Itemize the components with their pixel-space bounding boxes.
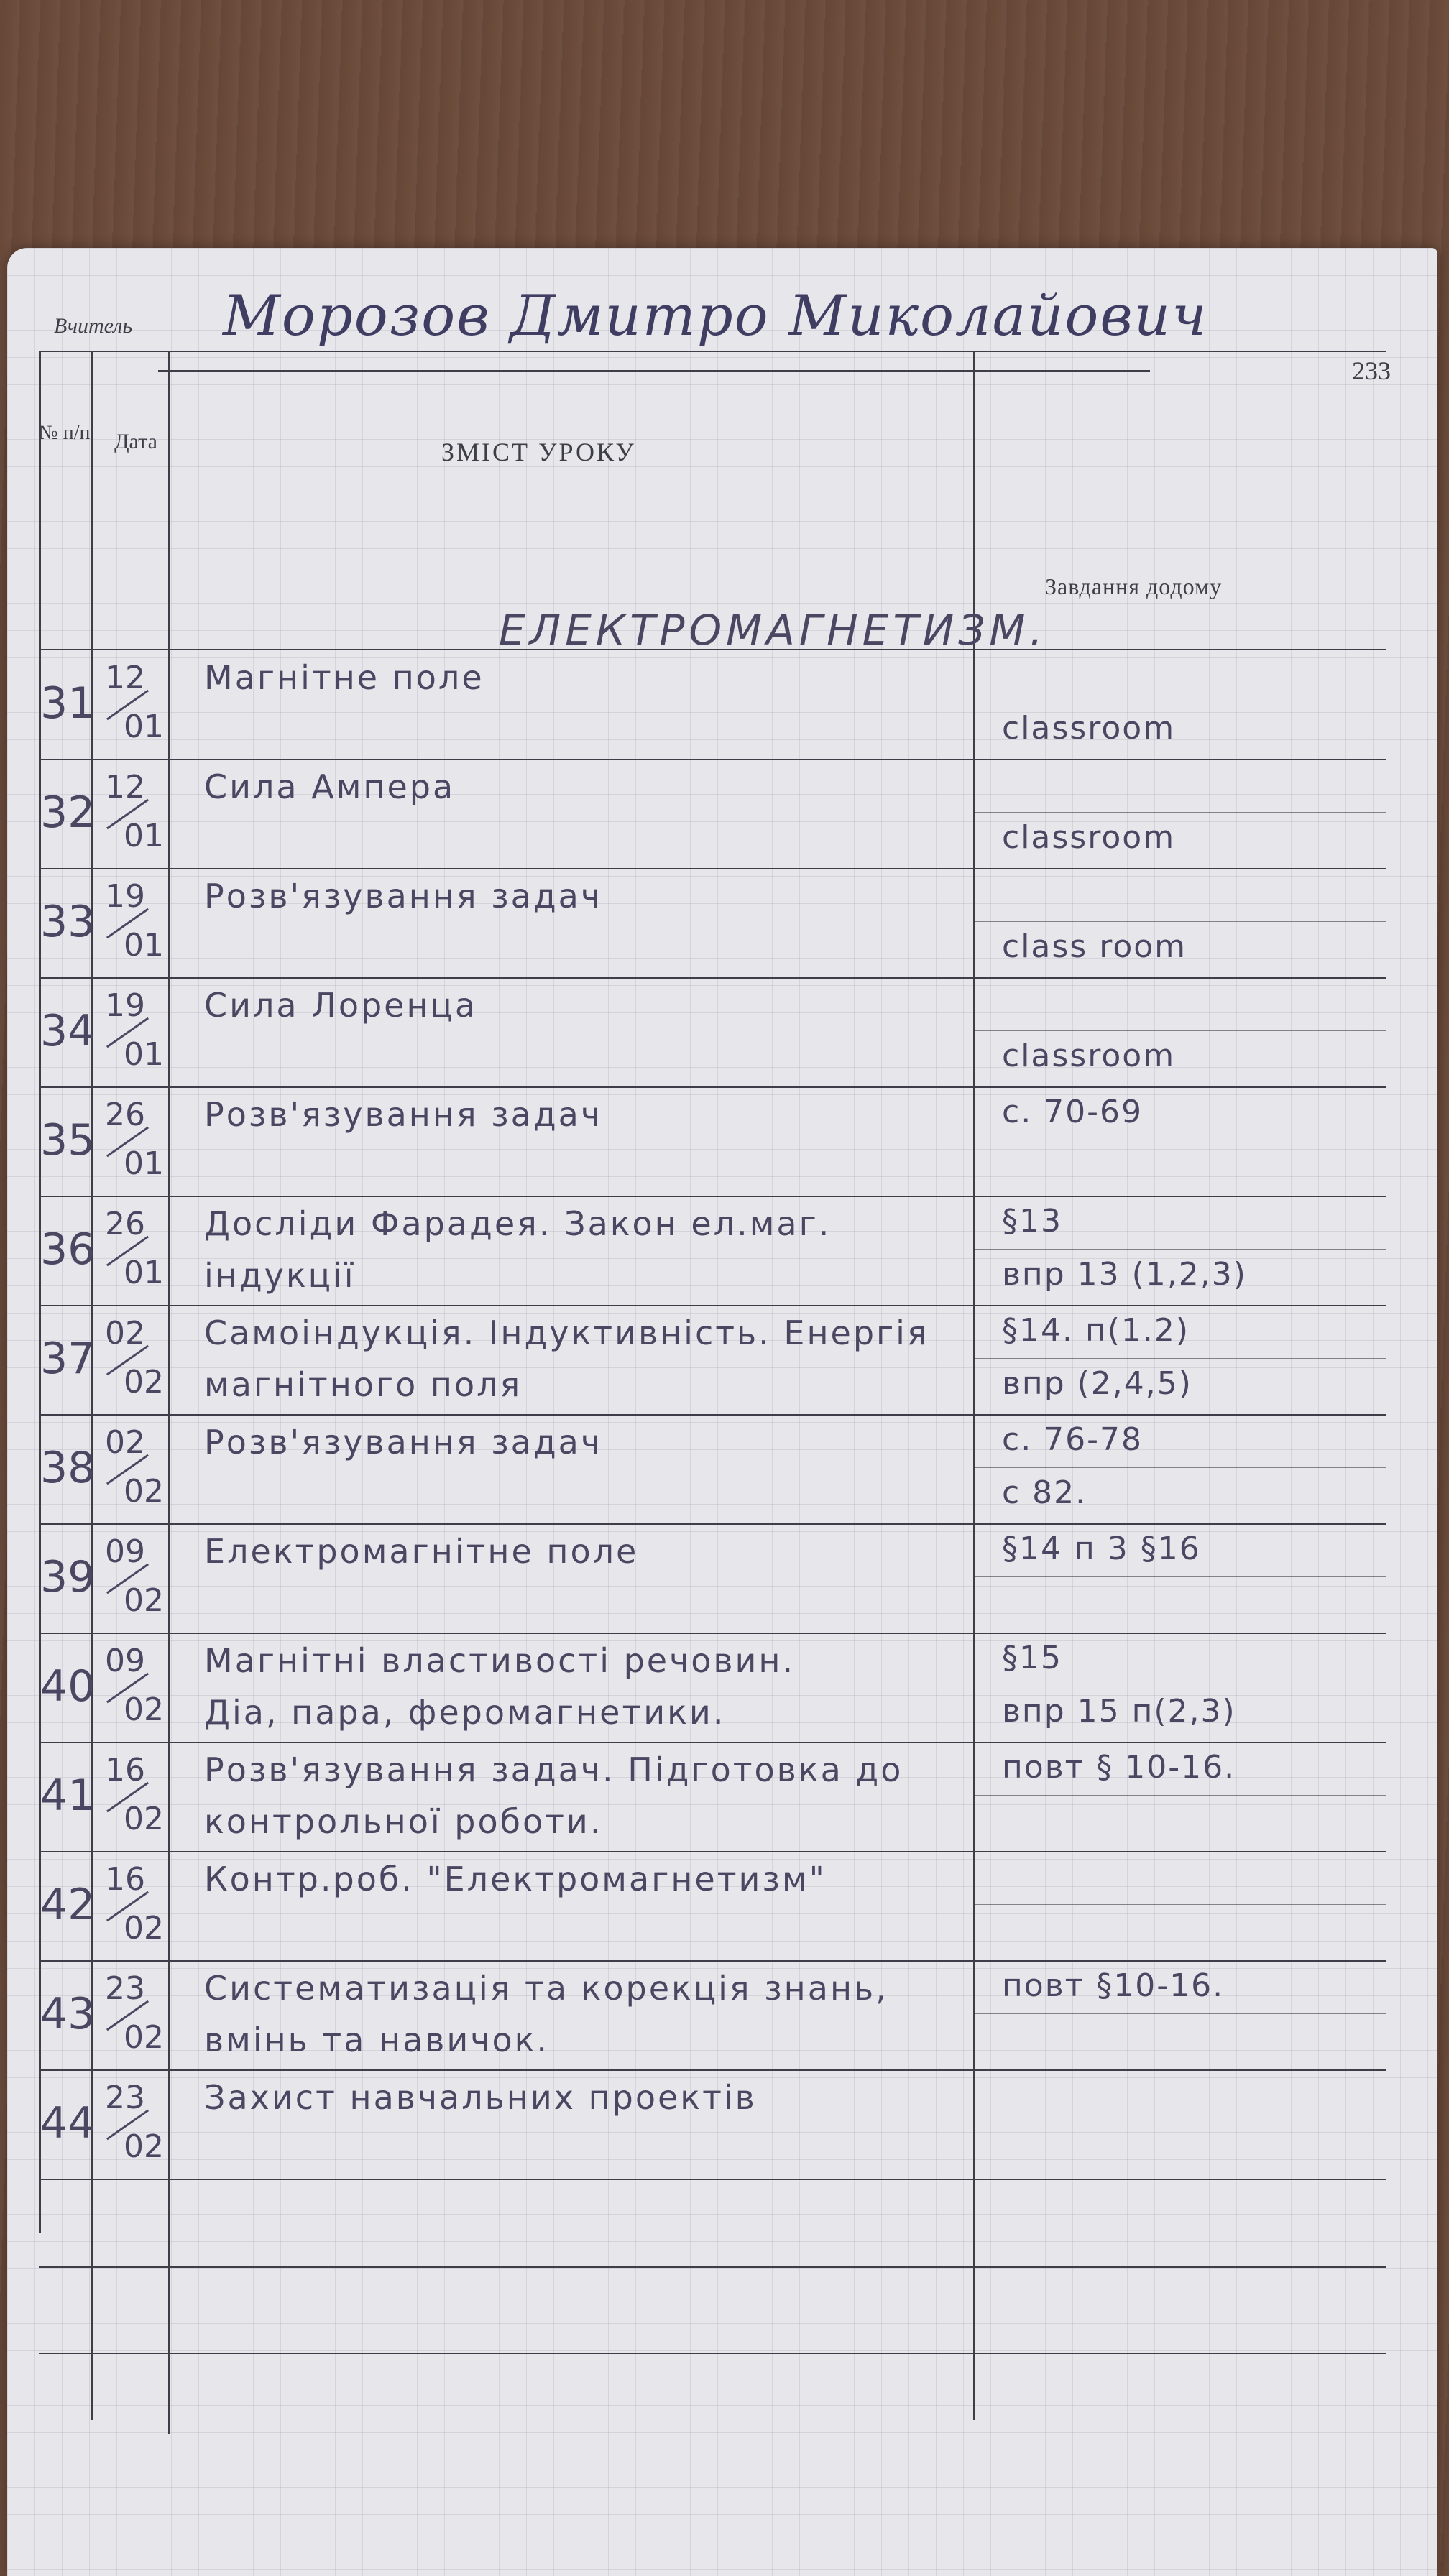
teacher-label: Вчитель: [54, 314, 132, 338]
lesson-date-day: 09: [105, 1643, 145, 1679]
homework-line2: classroom: [1002, 710, 1176, 747]
lesson-table: [39, 351, 1386, 2434]
lesson-title-line1: Сила Ампера: [204, 767, 456, 806]
lesson-number: 43: [40, 1989, 96, 2039]
table-row: [39, 1525, 1386, 1634]
table-row: [39, 979, 1386, 1088]
table-row: [39, 869, 1386, 979]
homework-line1: повт § 10-16.: [1002, 1749, 1236, 1786]
lesson-number: 39: [40, 1552, 96, 1602]
empty-row-line: [39, 2266, 1386, 2268]
table-row: [39, 1197, 1386, 1306]
lesson-title-line1: Досліди Фарадея. Закон ел.маг.: [204, 1204, 832, 1243]
row-mid-line: [973, 1576, 1386, 1577]
lesson-number: 40: [40, 1661, 96, 1712]
lesson-date-month: 02: [124, 1582, 164, 1619]
lesson-title-line1: Розв'язування задач: [204, 877, 603, 915]
journal-page: [7, 248, 1438, 2576]
lesson-date-month: 01: [124, 1255, 164, 1291]
lesson-date-month: 01: [124, 1145, 164, 1182]
homework-line1: §14 п 3 §16: [1002, 1531, 1201, 1567]
row-bottom-line: [39, 2179, 1386, 2180]
lesson-date-day: 16: [105, 1861, 145, 1898]
table-row: [39, 1962, 1386, 2071]
homework-line2: classroom: [1002, 1038, 1176, 1074]
row-mid-line: [973, 1904, 1386, 1905]
lesson-title-line1: Захист навчальних проектів: [204, 2078, 757, 2117]
lesson-title-line2: вмінь та навичок.: [204, 2021, 550, 2059]
lesson-number: 32: [40, 788, 96, 838]
lesson-title-line1: Магнітні властивості речовин.: [204, 1641, 796, 1680]
empty-row-line: [39, 2353, 1386, 2354]
lesson-date-day: 19: [105, 878, 145, 915]
lesson-date-day: 23: [105, 1970, 145, 2007]
lesson-title-line1: Магнітне поле: [204, 658, 484, 697]
homework-line1: §14. п(1.2): [1002, 1312, 1190, 1349]
homework-line2: classroom: [1002, 819, 1176, 856]
row-mid-line: [973, 1358, 1386, 1359]
table-row: [39, 1852, 1386, 1962]
table-row: [39, 1416, 1386, 1525]
lesson-date-month: 02: [124, 1910, 164, 1947]
lesson-date-day: 12: [105, 660, 145, 696]
lesson-date-day: 02: [105, 1315, 145, 1352]
teacher-name: Морозов Дмитро Миколайович: [223, 284, 1208, 348]
table-row: [39, 1743, 1386, 1852]
homework-line1: §13: [1002, 1203, 1062, 1239]
lesson-date-day: 02: [105, 1424, 145, 1461]
lesson-date-day: 09: [105, 1533, 145, 1570]
homework-line1: §15: [1002, 1640, 1062, 1676]
lesson-date-month: 01: [124, 708, 164, 745]
page-number: 233: [1352, 356, 1391, 385]
row-mid-line: [973, 2013, 1386, 2014]
header-number: № п/п: [39, 422, 91, 444]
table-row: [39, 651, 1386, 760]
row-mid-line: [973, 812, 1386, 813]
table-row: [39, 1088, 1386, 1197]
homework-line2: впр 15 п(2,3): [1002, 1693, 1236, 1730]
lesson-date-day: 19: [105, 987, 145, 1024]
table-row: [39, 2071, 1386, 2180]
lesson-date-month: 01: [124, 818, 164, 854]
table-row: [39, 760, 1386, 869]
lesson-title-line1: Розв'язування задач: [204, 1423, 603, 1462]
homework-line2: впр (2,4,5): [1002, 1365, 1192, 1402]
row-mid-line: [973, 921, 1386, 922]
lesson-title-line1: Розв'язування задач: [204, 1095, 603, 1134]
table-top-line: [39, 351, 1386, 352]
lesson-title-line2: Діа, пара, феромагнетики.: [204, 1693, 726, 1732]
lesson-date-month: 01: [124, 1036, 164, 1073]
lesson-title-line2: магнітного поля: [204, 1365, 523, 1404]
lesson-title-line2: індукції: [204, 1256, 356, 1295]
lesson-number: 44: [40, 2098, 96, 2148]
row-mid-line: [973, 1467, 1386, 1468]
homework-line2: class room: [1002, 928, 1187, 965]
lesson-number: 37: [40, 1334, 96, 1384]
lesson-date-day: 16: [105, 1752, 145, 1788]
lesson-date-month: 01: [124, 927, 164, 964]
row-mid-line: [973, 1249, 1386, 1250]
header-date: Дата: [114, 430, 157, 453]
lesson-title-line1: Контр.роб. "Електромагнетизм": [204, 1860, 827, 1898]
row-mid-line: [973, 1795, 1386, 1796]
lesson-date-month: 02: [124, 1364, 164, 1400]
lesson-title-line1: Електромагнітне поле: [204, 1532, 639, 1571]
lesson-number: 41: [40, 1771, 96, 1821]
header-homework: Завдання додому: [1045, 573, 1223, 599]
lesson-date-month: 02: [124, 1691, 164, 1728]
lesson-number: 33: [40, 897, 96, 947]
lesson-title-line1: Сила Лоренца: [204, 986, 478, 1025]
header-content: ЗМІСТ УРОКУ: [441, 438, 636, 466]
lesson-number: 35: [40, 1115, 96, 1165]
homework-line2: впр 13 (1,2,3): [1002, 1256, 1247, 1293]
topic-title: ЕЛЕКТРОМАГНЕТИЗМ.: [499, 606, 1047, 655]
homework-line1: с. 70-69: [1002, 1094, 1144, 1130]
table-row: [39, 1306, 1386, 1416]
lesson-date-day: 23: [105, 2079, 145, 2116]
row-mid-line: [973, 1030, 1386, 1031]
lesson-title-line1: Самоіндукція. Індуктивність. Енергія: [204, 1314, 929, 1352]
lesson-number: 36: [40, 1224, 96, 1275]
lesson-title-line2: контрольної роботи.: [204, 1802, 603, 1841]
lesson-number: 38: [40, 1443, 96, 1493]
lesson-date-month: 02: [124, 2128, 164, 2165]
homework-line1: с. 76-78: [1002, 1421, 1144, 1458]
lesson-date-day: 26: [105, 1206, 145, 1242]
homework-line1: повт §10-16.: [1002, 1967, 1225, 2004]
lesson-date-month: 02: [124, 2019, 164, 2056]
table-row: [39, 1634, 1386, 1743]
lesson-date-day: 12: [105, 769, 145, 805]
homework-line2: с 82.: [1002, 1474, 1087, 1511]
lesson-number: 42: [40, 1880, 96, 1930]
lesson-date-day: 26: [105, 1097, 145, 1133]
lesson-number: 31: [40, 678, 96, 729]
lesson-number: 34: [40, 1006, 96, 1056]
lesson-date-month: 02: [124, 1473, 164, 1510]
lesson-title-line1: Розв'язування задач. Підготовка до: [204, 1750, 903, 1789]
lesson-date-month: 02: [124, 1801, 164, 1837]
lesson-title-line1: Систематизація та корекція знань,: [204, 1969, 888, 2008]
